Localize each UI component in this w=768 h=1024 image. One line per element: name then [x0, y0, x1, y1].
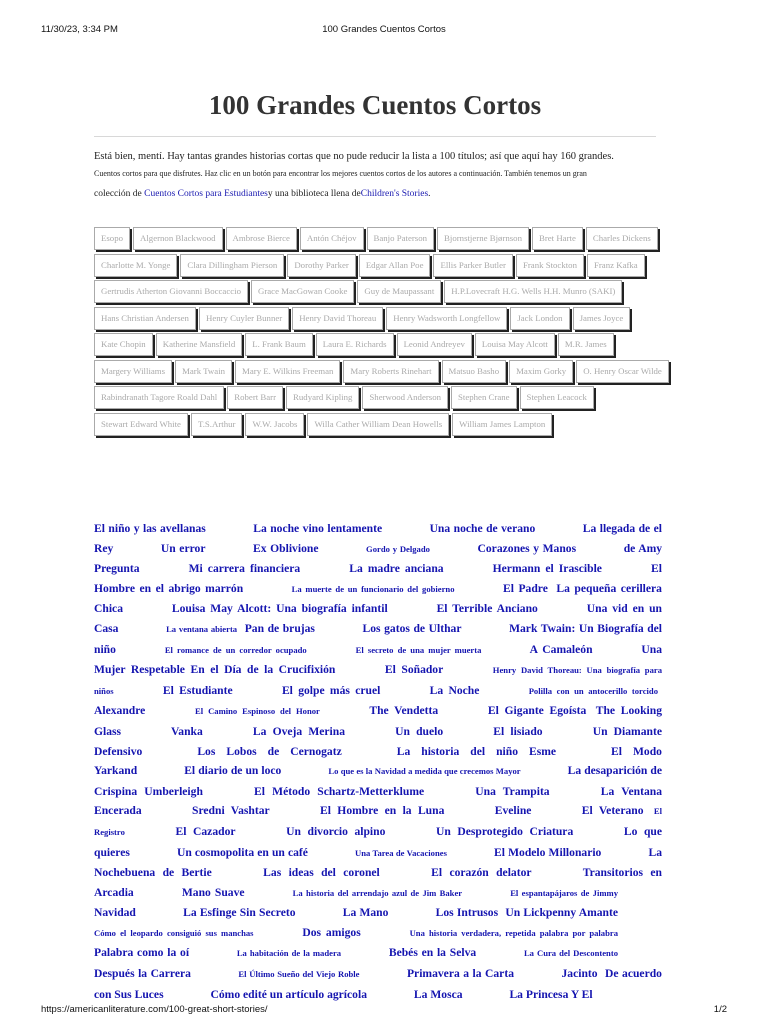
story-link-list	[94, 519, 662, 1004]
title-divider	[94, 136, 656, 137]
author-button[interactable]: O. Henry Oscar Wilde	[576, 360, 669, 383]
story-link[interactable]: El niño y las avellanas	[94, 522, 206, 535]
story-link[interactable]: La Mosca	[413, 987, 463, 1001]
author-button[interactable]: H.P.Lovecraft H.G. Wells H.H. Munro (SAKI)	[444, 280, 622, 303]
story-link[interactable]: Palabra como la oí	[94, 946, 190, 960]
story-link[interactable]: Sredni Vashtar	[192, 804, 270, 818]
author-button[interactable]: Clara Dillingham Pierson	[180, 254, 284, 277]
childrens-stories-link[interactable]: Children's Stories	[360, 189, 429, 199]
author-button[interactable]: Stewart Edward White	[94, 413, 188, 436]
story-link[interactable]: Un Lickpenny Amante	[505, 906, 619, 920]
author-button[interactable]: Henry Wadsworth Longfellow	[386, 307, 507, 330]
story-link[interactable]: de Amy Pregunta	[94, 541, 663, 576]
author-button[interactable]: James Joyce	[573, 307, 631, 330]
story-link[interactable]: Los gatos de Ulthar	[362, 621, 462, 635]
author-button[interactable]: Leonid Andreyev	[397, 333, 472, 356]
author-button[interactable]: Mary Roberts Rinehart	[343, 360, 438, 383]
story-link[interactable]: Bebés en la Selva	[388, 946, 477, 960]
author-button[interactable]: Stephen Crane	[451, 386, 517, 409]
author-button[interactable]: Mark Twain	[175, 360, 232, 383]
story-link[interactable]: Gordo y Delgado	[366, 543, 430, 554]
story-link[interactable]: La desaparición de Crispina Umberleigh	[94, 764, 662, 798]
intro-suffix: .	[428, 189, 431, 199]
story-link[interactable]: Mark Twain: Un Biografía del niño	[94, 621, 663, 656]
story-link[interactable]: Ex Oblivione	[253, 541, 319, 555]
author-button[interactable]: Rudyard Kipling	[286, 386, 359, 409]
story-link[interactable]: Alexandre	[94, 704, 146, 718]
story-link[interactable]: El Estudiante	[162, 683, 233, 697]
story-link[interactable]: Lo que quieres	[94, 824, 662, 859]
story-link[interactable]: La ventana abierta	[166, 623, 238, 634]
author-button[interactable]: W.W. Jacobs	[245, 413, 304, 436]
story-link[interactable]: La Mano	[342, 906, 389, 920]
story-link[interactable]: Las ideas del coronel	[263, 866, 380, 880]
story-link[interactable]: Hermann el Irascible	[492, 562, 602, 576]
story-link[interactable]: El Veterano	[581, 804, 644, 818]
author-button[interactable]: Grace MacGowan Cooke	[251, 280, 354, 303]
print-footer	[41, 1004, 727, 1018]
intro-line-2: Cuentos cortos para que disfrutes. Haz clic en un botón para encontrar los mejores cuentos cortos de los autores a continuación. También tenemos un gran	[94, 169, 587, 178]
author-button[interactable]: Willa Cather William Dean Howells	[307, 413, 449, 436]
story-link[interactable]: La Oveja Merina	[252, 724, 346, 738]
story-link[interactable]: Una noche de verano	[429, 522, 536, 535]
story-link[interactable]: Los Lobos de Cernogatz	[197, 744, 342, 758]
author-button[interactable]: Guy de Maupassant	[357, 280, 441, 303]
story-link[interactable]: Dos amigos	[302, 925, 361, 939]
author-button[interactable]: Margery Williams	[94, 360, 172, 383]
author-button[interactable]: Henry David Thoreau	[292, 307, 383, 330]
story-link[interactable]: La Ventana Encerada	[94, 784, 663, 818]
story-link[interactable]: Un duelo	[395, 724, 444, 738]
story-link[interactable]: Un Diamante Defensivo	[94, 724, 662, 758]
author-button[interactable]: Charles Dickens	[586, 227, 658, 250]
author-button[interactable]: Ambrose Bierce	[226, 227, 297, 250]
story-link[interactable]: La muerte de un funcionario del gobierno	[291, 583, 455, 594]
story-link[interactable]: Primavera a la Carta	[406, 967, 514, 981]
author-button[interactable]: Antón Chéjov	[300, 227, 364, 250]
story-link[interactable]: Pan de brujas	[244, 621, 315, 635]
author-button[interactable]: Robert Barr	[227, 386, 283, 409]
author-button[interactable]: L. Frank Baum	[245, 333, 313, 356]
story-link[interactable]: Cómo edité un artículo agrícola	[210, 987, 367, 1001]
print-header-title: 100 Grandes Cuentos Cortos	[322, 24, 446, 35]
print-date: 11/30/23, 3:34 PM	[41, 24, 118, 35]
story-link[interactable]: El Hombre en la Luna	[320, 804, 445, 818]
story-link[interactable]: Los Intrusos	[435, 906, 499, 920]
story-link[interactable]: Después la Carrera	[94, 967, 191, 981]
author-button-grid	[94, 227, 684, 436]
author-button[interactable]: Louisa May Alcott	[475, 333, 555, 356]
story-link[interactable]: El espantapájaros de Jimmy	[510, 887, 618, 898]
author-button[interactable]: Gertrudis Atherton Giovanni Boccaccio	[94, 280, 248, 303]
author-button[interactable]: M.R. James	[558, 333, 614, 356]
story-link[interactable]: El Gigante Egoísta	[487, 704, 587, 718]
story-link[interactable]: El lisiado	[493, 724, 543, 738]
author-button[interactable]: Stephen Leacock	[520, 386, 594, 409]
story-link[interactable]: Henry David Thoreau: Una biografía para niños	[94, 665, 662, 696]
students-stories-link[interactable]: Cuentos Cortos para Estudiantes	[144, 189, 268, 199]
story-link[interactable]: A Camaleón	[529, 642, 593, 656]
story-link[interactable]: Polilla con un antocerillo torcido	[528, 685, 658, 696]
story-link[interactable]: El Modelo Millonario	[494, 845, 602, 859]
author-button[interactable]: Esopo	[94, 227, 130, 250]
story-link[interactable]: Una Tarea de Vacaciones	[355, 847, 447, 858]
story-link[interactable]: Mano Suave	[181, 885, 245, 899]
story-link[interactable]: El Cazador	[175, 824, 236, 838]
story-link[interactable]: Un Desprotegido Criatura	[435, 824, 574, 838]
story-link[interactable]: El Hombre en el abrigo marrón	[94, 562, 662, 595]
story-link[interactable]: Una historia verdadera, repetida palabra por palabra	[409, 927, 618, 938]
story-link[interactable]: Una vid en un Casa	[94, 602, 663, 635]
story-link[interactable]: El Último Sueño del Viejo Roble	[238, 969, 360, 980]
author-button[interactable]: Laura E. Richards	[316, 333, 394, 356]
story-link[interactable]: Lo que es la Navidad a medida que crecemos Mayor	[328, 766, 521, 777]
author-button[interactable]: Ellis Parker Butler	[433, 254, 512, 277]
author-button[interactable]: Edgar Allan Poe	[359, 254, 431, 277]
author-button[interactable]: Frank Stockton	[516, 254, 584, 277]
author-button[interactable]: Jack London	[510, 307, 569, 330]
page-title: 100 Grandes Cuentos Cortos	[208, 90, 542, 120]
story-link[interactable]: El corazón delator	[431, 866, 532, 880]
author-button[interactable]: Hans Christian Andersen	[94, 307, 196, 330]
author-button[interactable]: Sherwood Anderson	[362, 386, 448, 409]
story-link[interactable]: Eveline	[494, 804, 532, 818]
story-link[interactable]: Cómo el leopardo consiguió sus manchas	[94, 927, 254, 938]
author-button[interactable]: Banjo Paterson	[367, 227, 435, 250]
story-link[interactable]: La pequeña cerillera Chica	[94, 581, 662, 616]
story-link[interactable]: The Looking Glass	[94, 704, 663, 738]
story-link[interactable]: Una Trampita	[475, 784, 550, 798]
story-link[interactable]: La Nochebuena de Bertie	[94, 845, 662, 880]
author-button[interactable]: Maxim Gorky	[509, 360, 573, 383]
story-link[interactable]: Un error	[160, 541, 206, 555]
print-header	[41, 24, 727, 38]
author-button[interactable]: Dorothy Parker	[287, 254, 355, 277]
story-link[interactable]: La habitación de la madera	[236, 948, 342, 959]
story-link[interactable]: El Padre	[503, 581, 548, 595]
story-link[interactable]: El diario de un loco	[184, 764, 282, 778]
story-link[interactable]: La llegada de el Rey	[94, 522, 663, 555]
intro-line-1: Está bien, mentí. Hay tantas grandes historias cortas que no pude reducir la lista a 100 títulos; así que aquí hay 160 grandes.	[94, 151, 614, 162]
author-button[interactable]: William James Lampton	[452, 413, 552, 436]
author-button[interactable]: Bret Harte	[532, 227, 583, 250]
story-link[interactable]: El secreto de una mujer muerta	[355, 644, 482, 655]
author-button[interactable]: Mary E. Wilkins Freeman	[235, 360, 340, 383]
author-button[interactable]: Matsuo Basho	[442, 360, 507, 383]
story-link[interactable]: The Vendetta	[369, 704, 439, 718]
story-link[interactable]: El Terrible Anciano	[436, 602, 538, 616]
author-button[interactable]: T.S.Arthur	[191, 413, 242, 436]
story-link[interactable]: La madre anciana	[349, 562, 444, 576]
author-button[interactable]: Kate Chopin	[94, 333, 153, 356]
intro-prefix: colección de	[94, 189, 145, 199]
story-link[interactable]: El romance de un corredor ocupado	[164, 644, 307, 655]
story-link[interactable]: Una Mujer Respetable En el Día de la Crucifixión	[94, 642, 663, 677]
story-link[interactable]: Vanka	[170, 724, 203, 738]
story-link[interactable]: El Camino Espinoso del Honor	[195, 706, 320, 717]
story-link[interactable]: La Cura del Descontento	[523, 948, 618, 959]
intro-middle: y una biblioteca llena de	[267, 189, 361, 199]
story-link[interactable]: Louisa May Alcott: Una biografía infantil	[171, 602, 388, 616]
author-button[interactable]: Henry Cuyler Bunner	[199, 307, 289, 330]
author-button[interactable]: Algernon Blackwood	[133, 227, 223, 250]
author-button[interactable]: Franz Kafka	[587, 254, 645, 277]
story-link[interactable]: El Soñador	[384, 663, 444, 677]
story-link[interactable]: Corazones y Manos	[477, 541, 577, 555]
story-link[interactable]: La Princesa Y El	[509, 987, 593, 1001]
page-number: 1/2	[713, 1004, 727, 1015]
story-link[interactable]: El Registro	[94, 806, 662, 837]
print-url: https://americanliterature.com/100-great-short-stories/	[41, 1004, 268, 1015]
story-link[interactable]: El golpe más cruel	[281, 683, 381, 697]
story-link[interactable]: Un divorcio alpino	[286, 824, 386, 838]
story-link[interactable]: La historia del arrendajo azul de Jim Baker	[292, 887, 463, 898]
story-link[interactable]: Transitorios en Arcadia	[94, 866, 662, 899]
story-link[interactable]: El Método Schartz-Metterklume	[254, 784, 425, 798]
story-link[interactable]: El Modo Yarkand	[94, 744, 662, 778]
author-button[interactable]: Charlotte M. Yonge	[94, 254, 177, 277]
author-button[interactable]: Katherine Mansfield	[156, 333, 243, 356]
story-link[interactable]: La Esfinge Sin Secreto	[183, 906, 296, 920]
story-link[interactable]: Navidad	[94, 906, 136, 920]
intro-line-3	[94, 189, 654, 199]
story-link[interactable]: La historia del niño Esme	[396, 744, 557, 758]
author-button[interactable]: Bjornstjerne Bjørnson	[437, 227, 529, 250]
story-link[interactable]: Jacinto	[561, 967, 598, 981]
author-button[interactable]: Rabindranath Tagore Roald Dahl	[94, 386, 224, 409]
story-link[interactable]: De acuerdo con Sus Luces	[94, 967, 662, 1001]
story-link[interactable]: La noche vino lentamente	[253, 522, 383, 535]
story-link[interactable]: La Noche	[429, 683, 480, 697]
story-link[interactable]: Mi carrera financiera	[188, 562, 301, 576]
story-link[interactable]: Un cosmopolita en un café	[176, 845, 308, 859]
